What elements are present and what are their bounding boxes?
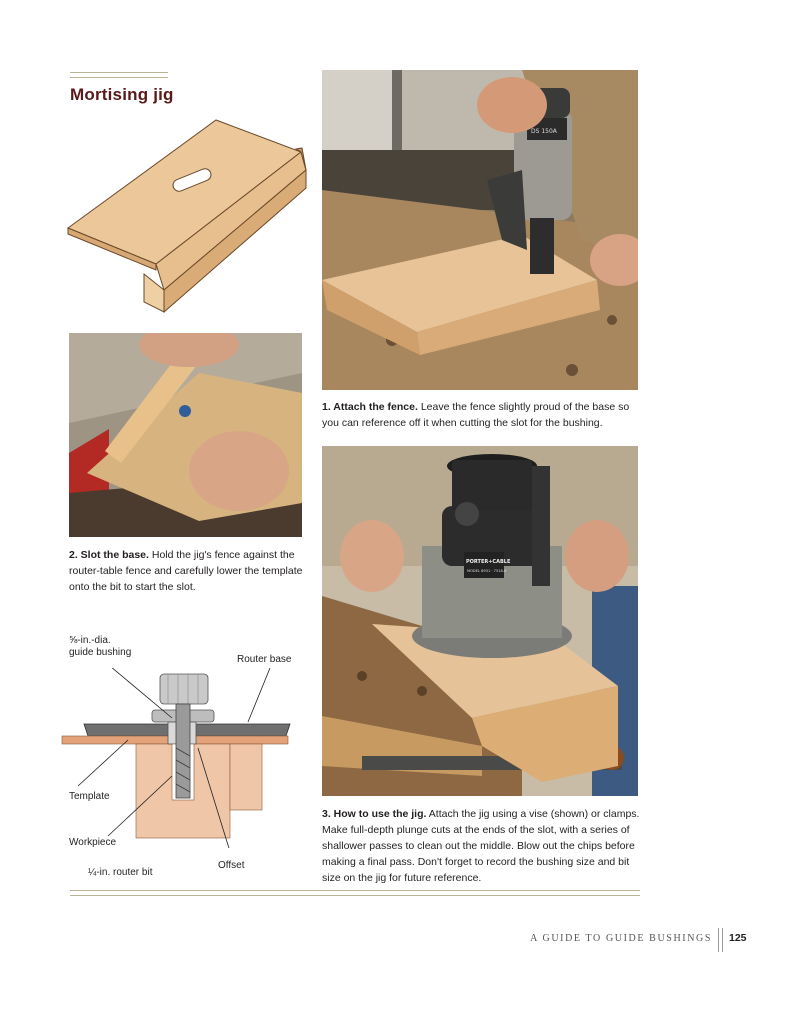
caption-step1-text: Leave the fence slightly proud of the base so you can reference off it when cutting the slot for the bushing.: [322, 401, 630, 429]
caption-step3-heading: 3. How to use the jig.: [322, 808, 427, 820]
caption-step1-heading: 1. Attach the fence.: [322, 401, 418, 413]
label-router-base: Router base: [237, 654, 292, 665]
section-title: Mortising jig: [70, 85, 174, 104]
photo-attach-fence: [322, 70, 638, 390]
caption-step2: [69, 547, 305, 595]
photo-slot-base: [69, 333, 302, 537]
page-number: 125: [729, 932, 747, 944]
label-template: Template: [69, 791, 110, 802]
bushing-cross-section-diagram: [60, 668, 300, 848]
caption-step2-text: Hold the jig's fence against the router-table fence and carefully lower the template onto the bit to start the slot.: [69, 549, 303, 593]
nailer-model-text: DS 150A: [531, 128, 557, 135]
label-guide-bushing-line1: ⅝-in.-dia.: [69, 635, 111, 646]
caption-step3: [322, 806, 644, 886]
router-brand-text: PORTER+CABLE: [466, 559, 511, 565]
photo-how-to-use: [322, 446, 638, 796]
label-router-bit: ¼-in. router bit: [88, 867, 153, 878]
footer-separator: [718, 928, 723, 952]
label-guide-bushing-line2: guide bushing: [69, 647, 132, 658]
router-model-text: MODEL 8931 · 7518-6: [467, 569, 507, 573]
jig-illustration: [66, 112, 308, 317]
label-guide-bushing: [69, 635, 131, 659]
caption-step2-heading: 2. Slot the base.: [69, 549, 149, 561]
label-offset: Offset: [218, 860, 245, 871]
caption-step3-text: Attach the jig using a vise (shown) or clamps. Make full-depth plunge cuts at the ends of the slot, with a series of shallower passes to clean out the middle. Blow out the chips before making a final pass. Don't forget to record the bushing size and bit size on the jig for future reference.: [322, 808, 640, 884]
title-rule: [70, 72, 168, 78]
bottom-rule: [70, 890, 640, 896]
label-workpiece: Workpiece: [69, 837, 117, 848]
running-head: A GUIDE TO GUIDE BUSHINGS: [530, 933, 712, 944]
caption-step1: [322, 399, 640, 431]
